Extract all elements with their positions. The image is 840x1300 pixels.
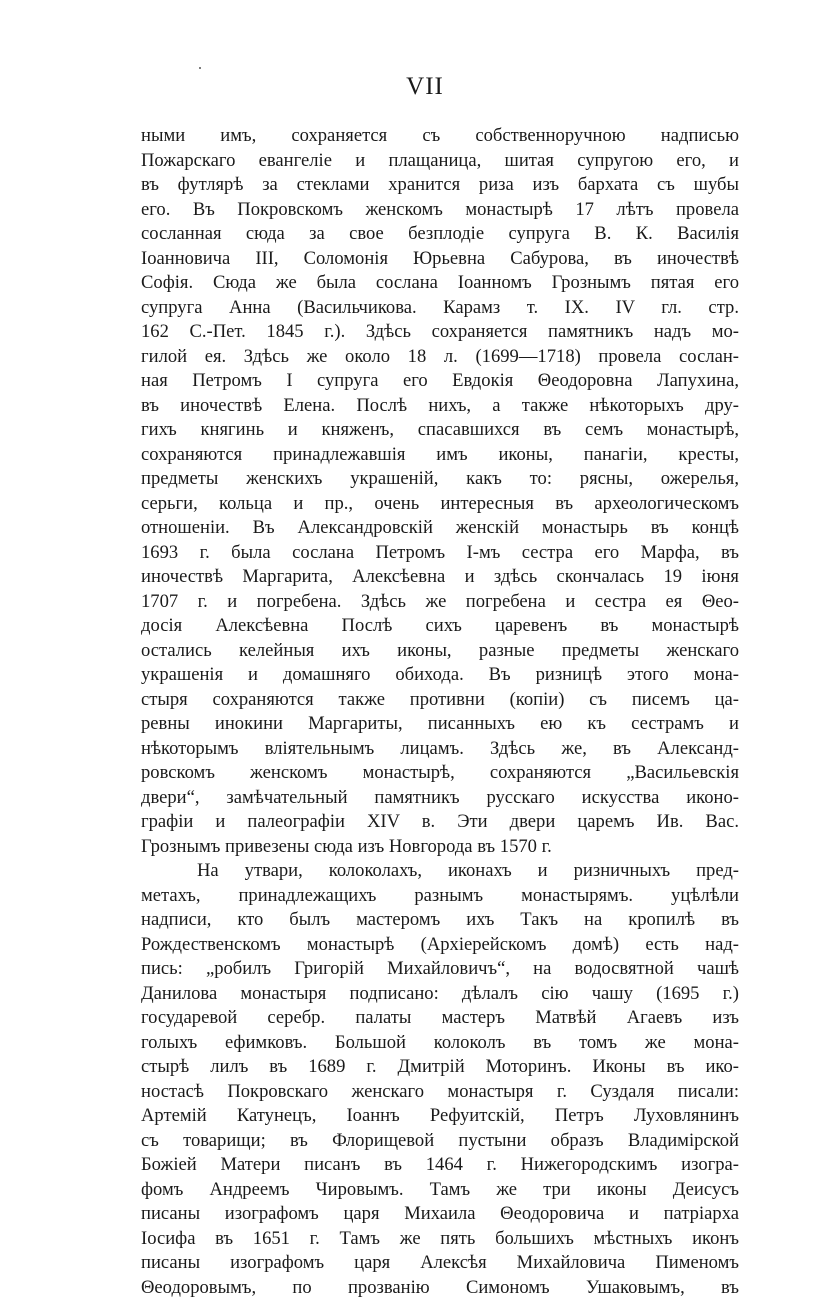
text-line: надписи, кто былъ мастеромъ ихъ Такъ на кропилѣ въ — [141, 908, 739, 933]
text-line: стырѣ лилъ въ 1689 г. Дмитрій Моторинъ. Иконы въ ико- — [141, 1055, 739, 1080]
text-line: Θеодоровымъ, по прозванію Симономъ Ушаковымъ, въ — [141, 1276, 739, 1300]
text-line: украшенія и домашняго обихода. Въ ризницѣ этого мона- — [141, 663, 739, 688]
text-line: предметы женскихъ украшеній, какъ то: рясны, ожерелья, — [141, 467, 739, 492]
text-line: нѣкоторымъ вліятельнымъ лицамъ. Здѣсь же, въ Александ- — [141, 737, 739, 762]
text-line: пись: „робилъ Григорій Михайловичъ“, на водосвятной чашѣ — [141, 957, 739, 982]
text-line: метахъ, принадлежащихъ разнымъ монастырямъ. уцѣлѣли — [141, 884, 739, 909]
text-line: его. Въ Покровскомъ женскомъ монастырѣ 17 лѣтъ провела — [141, 198, 739, 223]
text-line: 1707 г. и погребена. Здѣсь же погребена и сестра ея Θео- — [141, 590, 739, 615]
text-line: фомъ Андреемъ Чировымъ. Тамъ же три иконы Деисусъ — [141, 1178, 739, 1203]
text-line: 162 С.-Пет. 1845 г.). Здѣсь сохраняется памятникъ надъ мо- — [141, 320, 739, 345]
text-line: писаны изографомъ царя Михаила Θеодоровича и патріарха — [141, 1202, 739, 1227]
text-line: графіи и палеографіи XIV в. Эти двери царемъ Ив. Вас. — [141, 810, 739, 835]
print-speck — [199, 67, 201, 69]
text-line: стыря сохраняются также противни (копіи) съ писемъ ца- — [141, 688, 739, 713]
text-line: ревны инокини Маргариты, писанныхъ ею къ сестрамъ и — [141, 712, 739, 737]
text-line: 1693 г. была сослана Петромъ I-мъ сестра его Марфа, въ — [141, 541, 739, 566]
text-line: голыхъ ефимковъ. Большой колоколъ въ томъ же мона- — [141, 1031, 739, 1056]
text-line: въ иночествѣ Елена. Послѣ нихъ, а также нѣкоторыхъ дру- — [141, 394, 739, 419]
text-line: ными имъ, сохраняется съ собственноручною надписью — [141, 124, 739, 149]
text-line: Артемій Катунецъ, Іоаннъ Рефуитскій, Петръ Луховлянинъ — [141, 1104, 739, 1129]
text-line: писаны изографомъ царя Алексѣя Михайловича Пименомъ — [141, 1251, 739, 1276]
text-line: сосланная сюда за свое безплодіе супруга В. К. Василія — [141, 222, 739, 247]
text-line: иночествѣ Маргарита, Алексѣевна и здѣсь скончалась 19 іюня — [141, 565, 739, 590]
text-line: Божіей Матери писанъ въ 1464 г. Нижегородскимъ изогра- — [141, 1153, 739, 1178]
text-line: сохраняются принадлежавшія имъ иконы, панагіи, кресты, — [141, 443, 739, 468]
text-line: Грознымъ привезены сюда изъ Новгорода въ 1570 г. — [141, 835, 739, 860]
text-line: съ товарищи; въ Флорищевой пустыни образъ Владимірской — [141, 1129, 739, 1154]
text-line: двери“, замѣчательный памятникъ русскаго искусства иконо- — [141, 786, 739, 811]
text-line: серьги, кольца и пр., очень интересныя въ археологическомъ — [141, 492, 739, 517]
text-line: гихъ княгинь и княженъ, спасавшихся въ семъ монастырѣ, — [141, 418, 739, 443]
text-line: Іосифа въ 1651 г. Тамъ же пять большихъ мѣстныхъ иконъ — [141, 1227, 739, 1252]
text-line: На утвари, колоколахъ, иконахъ и ризничныхъ пред- — [141, 859, 739, 884]
text-line: въ футлярѣ за стеклами хранится риза изъ бархата съ шубы — [141, 173, 739, 198]
text-line: Софія. Сюда же была сослана Іоанномъ Грознымъ пятая его — [141, 271, 739, 296]
page-number: VII — [0, 72, 840, 102]
text-line: Іоанновича III, Соломонія Юрьевна Сабурова, въ иночествѣ — [141, 247, 739, 272]
text-line: ровскомъ женскомъ монастырѣ, сохраняются „Васильевскія — [141, 761, 739, 786]
text-line: досія Алексѣевна Послѣ сихъ царевенъ въ монастырѣ — [141, 614, 739, 639]
text-line: Данилова монастыря подписано: дѣлалъ сію чашу (1695 г.) — [141, 982, 739, 1007]
text-line: гилой ея. Здѣсь же около 18 л. (1699—1718) провела сослан- — [141, 345, 739, 370]
text-line: ностасѣ Покровскаго женскаго монастыря г. Суздаля писали: — [141, 1080, 739, 1105]
text-line: отношеніи. Въ Александровскій женскій монастырь въ концѣ — [141, 516, 739, 541]
text-line: Пожарскаго евангеліе и плащаница, шитая супругою его, и — [141, 149, 739, 174]
text-line: супруга Анна (Васильчикова. Карамз т. IX. IV гл. стр. — [141, 296, 739, 321]
text-line: остались келейныя ихъ иконы, разные предметы женскаго — [141, 639, 739, 664]
text-line: ная Петромъ I супруга его Евдокія Θеодоровна Лапухина, — [141, 369, 739, 394]
text-line: Рождественскомъ монастырѣ (Архіерейскомъ домѣ) есть над- — [141, 933, 739, 958]
body-text — [141, 124, 739, 1300]
text-line: государевой серебр. палаты мастеръ Матвѣй Агаевъ изъ — [141, 1006, 739, 1031]
